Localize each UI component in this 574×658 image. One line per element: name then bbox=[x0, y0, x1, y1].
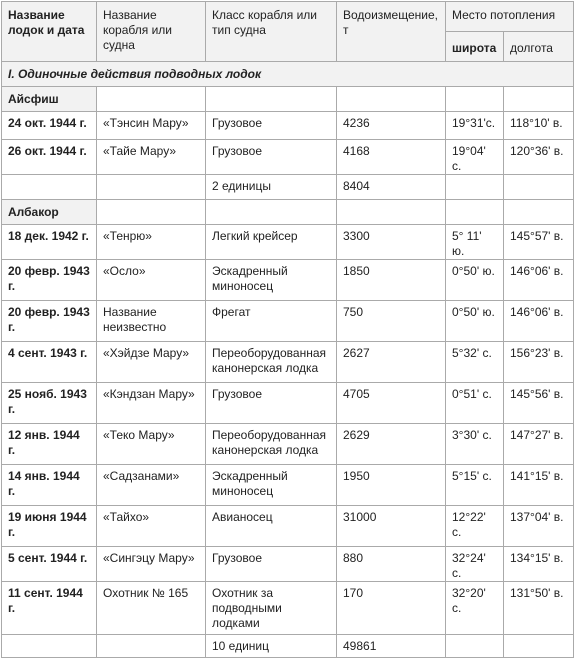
cell-displacement: 2627 bbox=[337, 342, 446, 383]
header-vessel: Название корабля или судна bbox=[97, 2, 206, 62]
header-class: Класс корабля или тип судна bbox=[206, 2, 337, 62]
cell-displacement: 31000 bbox=[337, 506, 446, 547]
cell-longitude: 156°23' в. bbox=[504, 342, 574, 383]
table-row bbox=[2, 383, 574, 424]
cell-class: Легкий крейсер bbox=[206, 225, 337, 260]
cell-vessel: «Тэнсин Мару» bbox=[97, 112, 206, 140]
cell-date: 26 окт. 1944 г. bbox=[2, 140, 97, 175]
table-row bbox=[2, 582, 574, 635]
total-displacement: 49861 bbox=[337, 635, 446, 658]
section-title: I. Одиночные действия подводных лодок bbox=[2, 62, 574, 87]
cell-date: 12 янв. 1944 г. bbox=[2, 424, 97, 465]
cell-vessel: «Теко Мару» bbox=[97, 424, 206, 465]
header-latitude: широта bbox=[446, 32, 504, 62]
table-row bbox=[2, 506, 574, 547]
header-longitude: долгота bbox=[504, 32, 574, 62]
header-date: Название лодок и дата bbox=[2, 2, 97, 62]
cell-displacement: 2629 bbox=[337, 424, 446, 465]
total-units: 2 единицы bbox=[206, 175, 337, 200]
cell-latitude: 12°22' с. bbox=[446, 506, 504, 547]
cell-vessel: «Садзанами» bbox=[97, 465, 206, 506]
table-row bbox=[2, 260, 574, 301]
cell-displacement: 880 bbox=[337, 547, 446, 582]
cell-longitude: 120°36' в. bbox=[504, 140, 574, 175]
group-name: Албакор bbox=[2, 200, 97, 225]
cell-class: Грузовое bbox=[206, 140, 337, 175]
cell-displacement: 1850 bbox=[337, 260, 446, 301]
cell-vessel: «Сингэцу Мару» bbox=[97, 547, 206, 582]
header-displacement: Водоизмещение, т bbox=[337, 2, 446, 62]
cell-displacement: 750 bbox=[337, 301, 446, 342]
cell-date: 5 сент. 1944 г. bbox=[2, 547, 97, 582]
cell-vessel: «Хэйдзе Мару» bbox=[97, 342, 206, 383]
cell-class: Фрегат bbox=[206, 301, 337, 342]
cell-class: Переоборудованная канонерская лодка bbox=[206, 342, 337, 383]
cell-displacement: 3300 bbox=[337, 225, 446, 260]
sinkings-table bbox=[1, 1, 574, 658]
cell-latitude: 5°32' с. bbox=[446, 342, 504, 383]
cell-latitude: 0°50' ю. bbox=[446, 260, 504, 301]
cell-date: 19 июня 1944 г. bbox=[2, 506, 97, 547]
cell-displacement: 4168 bbox=[337, 140, 446, 175]
cell-longitude: 131°50' в. bbox=[504, 582, 574, 635]
cell-date: 11 сент. 1944 г. bbox=[2, 582, 97, 635]
cell-date: 18 дек. 1942 г. bbox=[2, 225, 97, 260]
cell-vessel: «Кэндзан Мару» bbox=[97, 383, 206, 424]
total-displacement: 8404 bbox=[337, 175, 446, 200]
table-row bbox=[2, 301, 574, 342]
table-row bbox=[2, 342, 574, 383]
cell-longitude: 145°57' в. bbox=[504, 225, 574, 260]
cell-date: 4 сент. 1943 г. bbox=[2, 342, 97, 383]
total-row bbox=[2, 635, 574, 658]
cell-displacement: 170 bbox=[337, 582, 446, 635]
cell-longitude: 141°15' в. bbox=[504, 465, 574, 506]
cell-class: Грузовое bbox=[206, 383, 337, 424]
cell-class: Переоборудованная канонерская лодка bbox=[206, 424, 337, 465]
cell-date: 14 янв. 1944 г. bbox=[2, 465, 97, 506]
cell-longitude: 147°27' в. bbox=[504, 424, 574, 465]
cell-displacement: 4705 bbox=[337, 383, 446, 424]
total-units: 10 единиц bbox=[206, 635, 337, 658]
table-row bbox=[2, 424, 574, 465]
cell-date: 25 нояб. 1943 г. bbox=[2, 383, 97, 424]
cell-longitude: 146°06' в. bbox=[504, 301, 574, 342]
cell-latitude: 0°50' ю. bbox=[446, 301, 504, 342]
cell-longitude: 145°56' в. bbox=[504, 383, 574, 424]
cell-vessel: «Тайе Мару» bbox=[97, 140, 206, 175]
cell-class: Грузовое bbox=[206, 112, 337, 140]
cell-latitude: 32°20' с. bbox=[446, 582, 504, 635]
cell-class: Охотник за подводными лодками bbox=[206, 582, 337, 635]
cell-longitude: 118°10' в. bbox=[504, 112, 574, 140]
cell-vessel: «Тенрю» bbox=[97, 225, 206, 260]
table-row bbox=[2, 465, 574, 506]
cell-latitude: 32°24' с. bbox=[446, 547, 504, 582]
cell-latitude: 0°51' с. bbox=[446, 383, 504, 424]
cell-longitude: 134°15' в. bbox=[504, 547, 574, 582]
cell-class: Эскадренный миноносец bbox=[206, 260, 337, 301]
header-location: Место потопления bbox=[446, 2, 574, 32]
cell-class: Авианосец bbox=[206, 506, 337, 547]
cell-latitude: 19°31'с. bbox=[446, 112, 504, 140]
table-row bbox=[2, 140, 574, 175]
cell-displacement: 4236 bbox=[337, 112, 446, 140]
table-row bbox=[2, 547, 574, 582]
cell-date: 20 февр. 1943 г. bbox=[2, 301, 97, 342]
cell-class: Грузовое bbox=[206, 547, 337, 582]
cell-displacement: 1950 bbox=[337, 465, 446, 506]
cell-class: Эскадренный миноносец bbox=[206, 465, 337, 506]
group-name: Айсфиш bbox=[2, 87, 97, 112]
cell-vessel: Название неизвестно bbox=[97, 301, 206, 342]
cell-vessel: «Осло» bbox=[97, 260, 206, 301]
table-row bbox=[2, 225, 574, 260]
cell-longitude: 146°06' в. bbox=[504, 260, 574, 301]
cell-longitude: 137°04' в. bbox=[504, 506, 574, 547]
cell-date: 24 окт. 1944 г. bbox=[2, 112, 97, 140]
cell-latitude: 19°04' с. bbox=[446, 140, 504, 175]
cell-latitude: 5°15' с. bbox=[446, 465, 504, 506]
cell-vessel: «Тайхо» bbox=[97, 506, 206, 547]
cell-vessel: Охотник № 165 bbox=[97, 582, 206, 635]
cell-latitude: 3°30' с. bbox=[446, 424, 504, 465]
cell-latitude: 5° 11' ю. bbox=[446, 225, 504, 260]
total-row bbox=[2, 175, 574, 200]
table-row bbox=[2, 112, 574, 140]
cell-date: 20 февр. 1943 г. bbox=[2, 260, 97, 301]
